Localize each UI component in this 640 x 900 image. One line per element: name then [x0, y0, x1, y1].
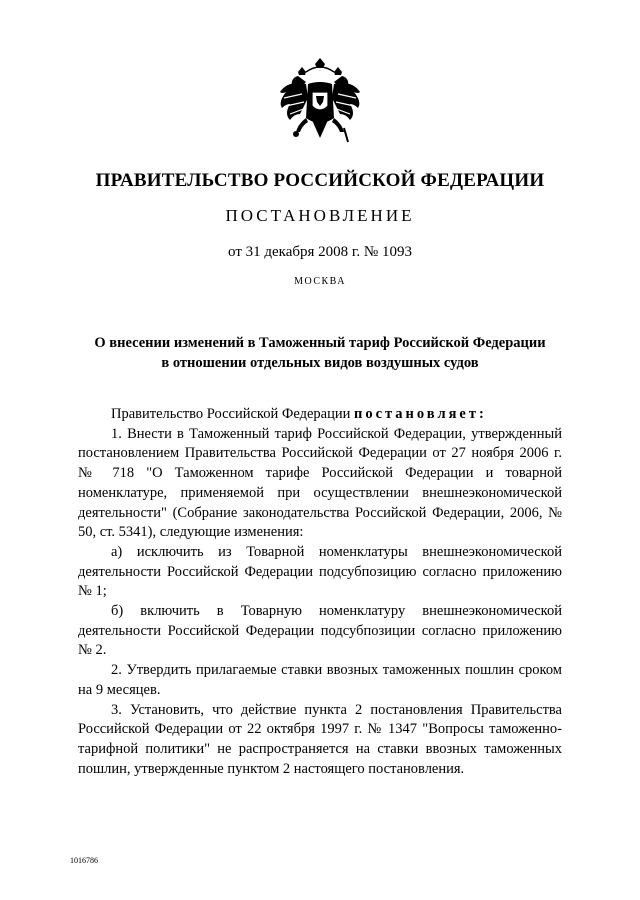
intro-decree-word: постановляет:	[353, 406, 487, 422]
document-code: 1016786	[70, 856, 98, 865]
document-type: ПОСТАНОВЛЕНИЕ	[225, 206, 415, 225]
document-subject	[40, 333, 600, 373]
intro-lead: Правительство Российской Федерации	[111, 406, 354, 422]
document-city: МОСКВА	[294, 276, 346, 287]
double-headed-eagle-icon	[268, 58, 372, 150]
paragraph-1b: б) включить в Товарную номенклатуру внешнеэкономической деятельности Российской Федерации подсубпозиции согласно приложению № 2.	[78, 603, 562, 659]
paragraph-3: 3. Установить, что действие пункта 2 постановления Правительства Российской Федерации от 22 октября 1997 г. № 1347 "Вопросы таможенно-тарифной политики" не распространяется на ставки ввозных таможенных пошлин, утвержденные пунктом 2 настоящего постановления.	[78, 701, 562, 777]
paragraph-1: 1. Внести в Таможенный тариф Российской Федерации, утвержденный постановлением Правительства Российской Федерации от 27 ноября 2006 г. № 718 "О Таможенном тарифе Российской Федерации и товарной номенклатуре, применяемой при осуществлении внешнеэкономической деятельности" (Собрание законодательства Российской Федерации, 2006, № 50, ст. 5341), следующие изменения:	[78, 425, 562, 541]
coat-of-arms-icon	[268, 58, 372, 150]
paragraph-2: 2. Утвердить прилагаемые ставки ввозных таможенных пошлин сроком на 9 месяцев.	[78, 662, 562, 698]
subject-line-2: в отношении отдельных видов воздушных судов	[161, 355, 479, 371]
subject-line-1: О внесении изменений в Таможенный тариф Российской Федерации	[94, 335, 546, 351]
intro-paragraph	[78, 405, 562, 425]
paragraph-1a: а) исключить из Товарной номенклатуры внешнеэкономической деятельности Российской Федерации подсубпозицию согласно приложению № 1;	[78, 543, 562, 600]
document-body	[78, 405, 562, 779]
government-title: ПРАВИТЕЛЬСТВО РОССИЙСКОЙ ФЕДЕРАЦИИ	[95, 170, 545, 191]
document-date-number: от 31 декабря 2008 г. № 1093	[228, 244, 412, 260]
